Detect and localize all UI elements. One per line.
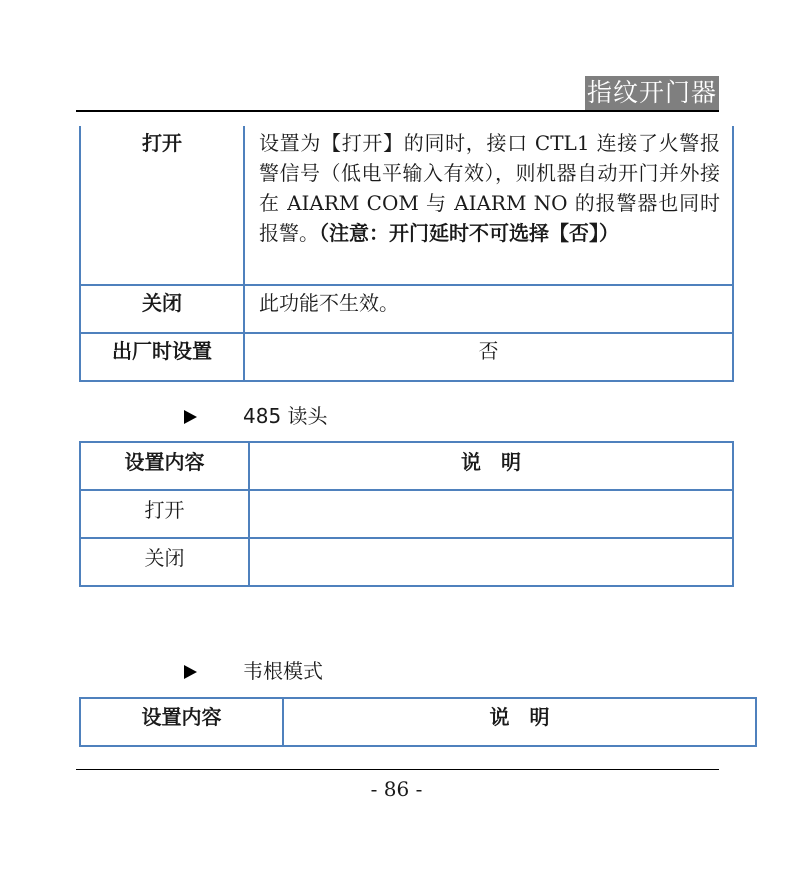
column-header-setting xyxy=(80,442,249,490)
page-number: - 86 - xyxy=(370,777,423,801)
desc-text: 此功能不生效。 xyxy=(259,291,399,315)
row-label-text: 打开 xyxy=(144,498,185,522)
row-label-open xyxy=(80,126,244,285)
row-desc-open xyxy=(249,490,733,538)
table-row xyxy=(80,285,733,333)
header-rule xyxy=(76,110,719,112)
desc-note: （注意：开门延时不可选择【否】） xyxy=(319,221,619,245)
section-485-heading xyxy=(184,401,328,431)
row-label-text: 关闭 xyxy=(142,291,182,315)
table-row xyxy=(80,126,733,285)
column-header-description xyxy=(283,698,756,746)
column-header-description xyxy=(249,442,733,490)
settings-table-485-reader xyxy=(79,441,734,587)
arrow-bullet-icon xyxy=(184,665,197,679)
arrow-bullet-icon xyxy=(184,410,197,424)
row-desc-close xyxy=(249,538,733,586)
table-row xyxy=(80,490,733,538)
section-wiegand-heading xyxy=(184,656,323,686)
row-label-close xyxy=(80,285,244,333)
column-header-text: 设置内容 xyxy=(141,705,222,729)
desc-text: 设置为【打开】的同时，接口 CTL1 连接了火警报警信号（低电平输入有效），则机器自动开门并外接在 AIARM COM 与 AIARM NO 的报警器也同时报警。 xyxy=(259,131,720,245)
header-title: 指纹开门器 xyxy=(585,76,719,110)
column-header-text: 说 明 xyxy=(461,450,521,474)
row-label-close xyxy=(80,538,249,586)
footer-rule xyxy=(76,769,719,770)
row-value-factory xyxy=(244,333,733,381)
column-header-text: 设置内容 xyxy=(124,450,205,474)
row-label-text: 打开 xyxy=(142,131,182,155)
table-row xyxy=(80,333,733,381)
table-header-row xyxy=(80,442,733,490)
row-desc-close xyxy=(244,285,733,333)
column-header-setting xyxy=(80,698,283,746)
settings-table-fire-alarm xyxy=(79,126,734,382)
table-row xyxy=(80,538,733,586)
row-label-text: 关闭 xyxy=(144,546,185,570)
table-header-row xyxy=(80,698,756,746)
row-label-open xyxy=(80,490,249,538)
settings-table-wiegand xyxy=(79,697,757,747)
row-label-text: 出厂时设置 xyxy=(112,339,212,363)
factory-value: 否 xyxy=(478,339,499,363)
section-title: 韦根模式 xyxy=(243,659,323,683)
column-header-text: 说 明 xyxy=(489,705,550,729)
row-label-factory xyxy=(80,333,244,381)
desc-paragraph xyxy=(245,286,732,318)
desc-paragraph xyxy=(245,126,732,248)
section-title: 485 读头 xyxy=(243,404,328,428)
row-desc-open xyxy=(244,126,733,285)
